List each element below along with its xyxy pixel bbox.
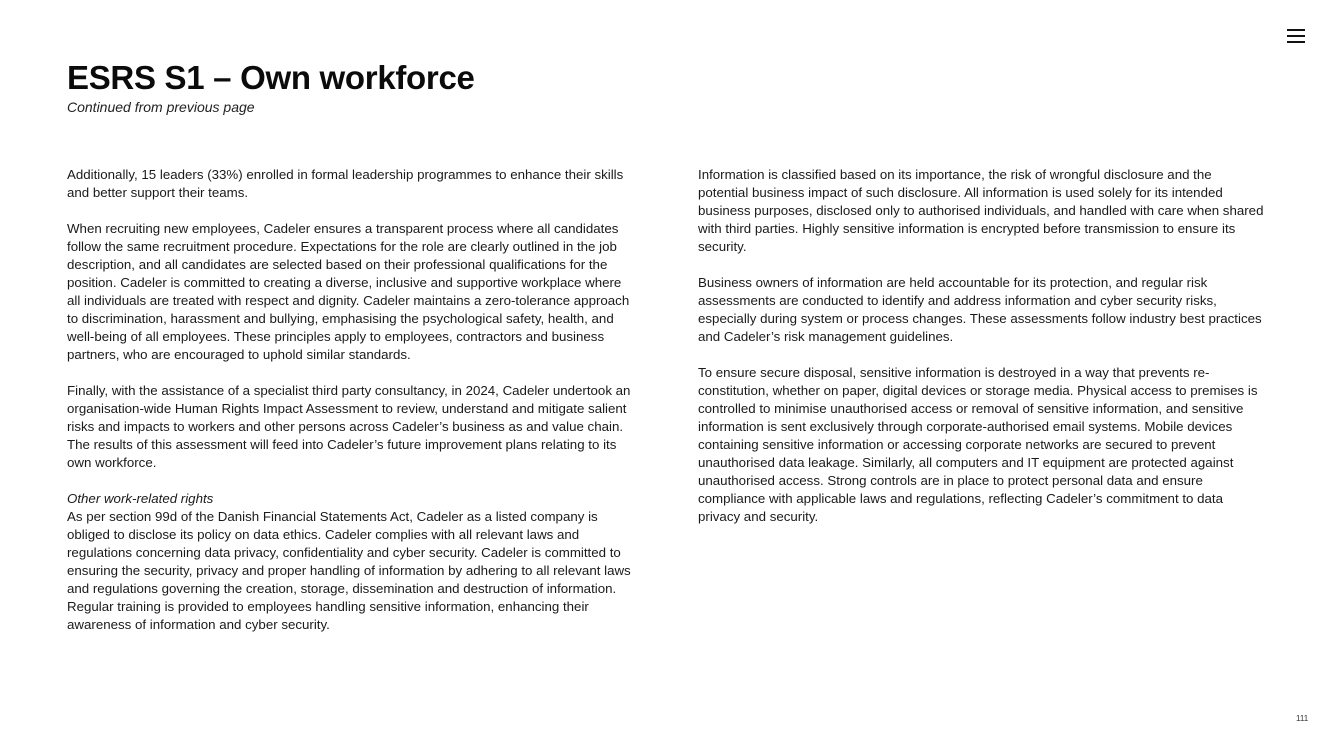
section-heading-other-work-related-rights: Other work-related rights: [67, 491, 214, 506]
left-paragraph-4: As per section 99d of the Danish Financial Statements Act, Cadeler as a listed company is obliged to disclose its policy on data ethics. Cadeler complies with all relevant laws and regulations concerning data privacy, confidentiality and cyber security. Cadeler is committed to ensuring the security, privacy and proper handling of information by adhering to all relevant laws and regulations governing the creation, storage, dissemination and destruction of information. Regular training is provided to employees handling sensitive information, enhancing their awareness of information and cyber security.: [67, 509, 631, 632]
page-number: 111: [1296, 714, 1309, 723]
left-paragraph-1: Additionally, 15 leaders (33%) enrolled in formal leadership programmes to enhance their skills and better support their teams.: [67, 167, 624, 200]
right-column: [698, 166, 1264, 544]
hamburger-menu-icon[interactable]: [1286, 26, 1306, 46]
menu-bar-bottom: [1287, 41, 1305, 43]
page-title: ESRS S1 – Own workforce: [67, 59, 475, 96]
right-paragraph-1: Information is classified based on its importance, the risk of wrongful disclosure and the potential business impact of such disclosure. All information is used solely for its intended business purposes, disclosed only to authorised individuals, and handled with care when shared with third parties. Highly sensitive information is encrypted before transmission to ensure its security.: [698, 167, 1264, 254]
left-paragraph-2: When recruiting new employees, Cadeler ensures a transparent process where all candidates follow the same recruitment procedure. Expectations for the role are clearly outlined in the job description, and all candidates are selected based on their professional qualifications for the position. Cadeler is committed to creating a diverse, inclusive and supportive workplace where all individuals are treated with respect and dignity. Cadeler maintains a zero-tolerance approach to discrimination, harassment and bullying, emphasising the psychological safety, health, and well-being of all employees. These principles apply to employees, contractors and business partners, who are encouraged to uphold similar standards.: [67, 221, 630, 362]
menu-bar-top: [1287, 29, 1305, 31]
page-subtitle: Continued from previous page: [67, 99, 255, 115]
left-paragraph-4-block: [67, 490, 635, 634]
right-paragraph-2: Business owners of information are held accountable for its protection, and regular risk assessments are conducted to identify and address information and cyber security risks, especially during system or process changes. These assessments follow industry best practices and Cadeler’s risk management guidelines.: [698, 275, 1262, 344]
left-paragraph-3: Finally, with the assistance of a specialist third party consultancy, in 2024, Cadeler undertook an organisation-wide Human Rights Impact Assessment to review, understand and mitigate salient risks and impacts to workers and other persons across Cadeler’s business as and value chain. The results of this assessment will feed into Cadeler’s future improvement plans relating to its own workforce.: [67, 383, 631, 470]
right-paragraph-3: To ensure secure disposal, sensitive information is destroyed in a way that prevents reconstitution, whether on paper, digital devices or storage media. Physical access to premises is controlled to minimise unauthorised access or removal of sensitive information, and sensitive information is sent exclusively through corporate-authorised email systems. Mobile devices containing sensitive information or accessing corporate networks are secured to prevent unauthorised data leakage. Similarly, all computers and IT equipment are protected against unauthorised access. Strong controls are in place to protect personal data and ensure compliance with applicable laws and regulations, reflecting Cadeler’s commitment to data privacy and security.: [698, 365, 1258, 524]
left-column: [67, 166, 635, 652]
menu-bar-middle: [1287, 35, 1305, 37]
